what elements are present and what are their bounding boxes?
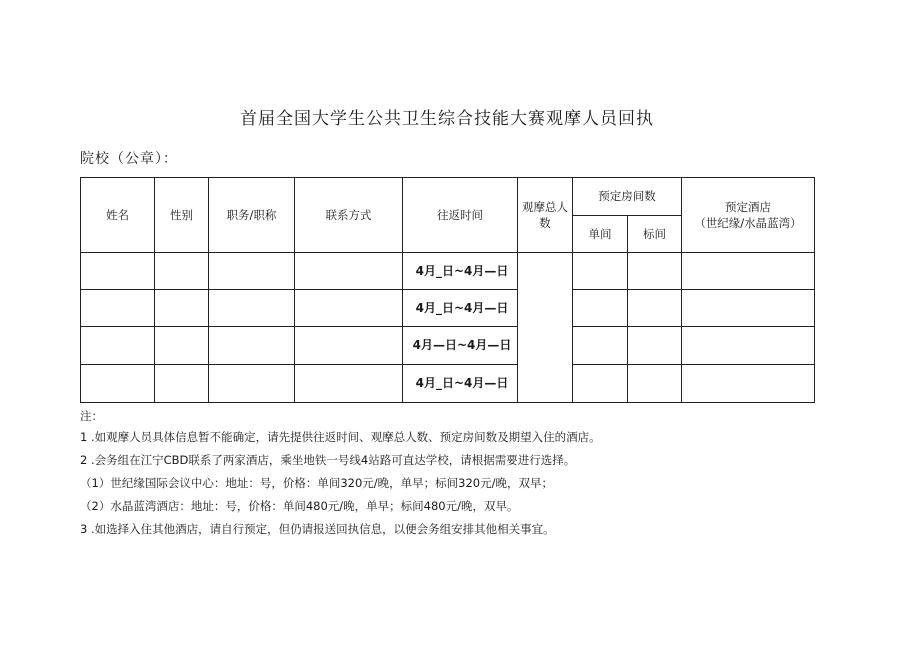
- registration-table: [80, 177, 815, 403]
- cell-single[interactable]: [573, 253, 628, 290]
- header-gender: 性别: [155, 178, 209, 253]
- header-single: 单间: [573, 216, 628, 253]
- cell-standard[interactable]: [628, 365, 682, 403]
- header-hotel: [682, 178, 815, 253]
- cell-position[interactable]: [209, 290, 295, 327]
- table-row: [81, 290, 815, 327]
- table-row: [81, 253, 815, 290]
- cell-hotel[interactable]: [682, 290, 815, 327]
- cell-time[interactable]: 4月—日~4月—日: [403, 327, 518, 365]
- header-total-text: 观摩总人数: [522, 199, 568, 230]
- note-3: 3 .如选择入住其他酒店，请自行预定，但仍请报送回执信息，以便会务组安排其他相关事宜。: [80, 522, 555, 536]
- header-position: 职务/职称: [209, 178, 295, 253]
- page-title: 首届全国大学生公共卫生综合技能大赛观摩人员回执: [240, 109, 654, 129]
- cell-contact[interactable]: [295, 253, 403, 290]
- header-contact: 联系方式: [295, 178, 403, 253]
- cell-hotel[interactable]: [682, 253, 815, 290]
- note-2-hotel-2: （2）水晶蓝湾酒店：地址：号，价格：单间480元/晚，单早；标间480元/晚，双早。: [80, 499, 519, 513]
- table-row: [81, 327, 815, 365]
- cell-gender[interactable]: [155, 253, 209, 290]
- cell-standard[interactable]: [628, 327, 682, 365]
- cell-position[interactable]: [209, 327, 295, 365]
- cell-name[interactable]: [81, 253, 155, 290]
- cell-name[interactable]: [81, 365, 155, 403]
- cell-standard[interactable]: [628, 253, 682, 290]
- header-standard: 标间: [628, 216, 682, 253]
- cell-name[interactable]: [81, 290, 155, 327]
- table-row: [81, 365, 815, 403]
- header-rooms: 预定房间数: [573, 178, 682, 216]
- cell-contact[interactable]: [295, 290, 403, 327]
- cell-total[interactable]: [518, 253, 573, 403]
- cell-position[interactable]: [209, 365, 295, 403]
- cell-single[interactable]: [573, 290, 628, 327]
- cell-standard[interactable]: [628, 290, 682, 327]
- cell-gender[interactable]: [155, 327, 209, 365]
- cell-gender[interactable]: [155, 365, 209, 403]
- cell-time[interactable]: 4月_日~4月—日: [403, 290, 518, 327]
- cell-name[interactable]: [81, 327, 155, 365]
- header-row: [81, 178, 815, 216]
- cell-single[interactable]: [573, 365, 628, 403]
- cell-time[interactable]: 4月_日~4月—日: [403, 365, 518, 403]
- cell-hotel[interactable]: [682, 365, 815, 403]
- header-total: [518, 178, 573, 253]
- cell-time[interactable]: 4月_日~4月—日: [403, 253, 518, 290]
- cell-contact[interactable]: [295, 327, 403, 365]
- cell-single[interactable]: [573, 327, 628, 365]
- header-name: 姓名: [81, 178, 155, 253]
- cell-position[interactable]: [209, 253, 295, 290]
- header-time: 往返时间: [403, 178, 518, 253]
- cell-contact[interactable]: [295, 365, 403, 403]
- school-seal-label: 院校（公章）：: [80, 151, 178, 167]
- header-hotel-options: （世纪缘/水晶蓝湾）: [694, 216, 802, 230]
- notes-section: [80, 406, 880, 541]
- header-hotel-title: 预定酒店: [725, 199, 771, 214]
- note-2-hotel-1: （1）世纪缘国际会议中心：地址：号，价格：单间320元/晚，单早；标间320元/晚，双早；: [80, 476, 553, 490]
- note-1: 1 .如观摩人员具体信息暂不能确定，请先提供往返时间、观摩总人数、预定房间数及期望入住的酒店。: [80, 430, 601, 444]
- note-2: 2 .会务组在江宁CBD联系了两家酒店，乘坐地铁一号线4站路可直达学校，请根据需要进行选择。: [80, 453, 576, 467]
- cell-hotel[interactable]: [682, 327, 815, 365]
- cell-gender[interactable]: [155, 290, 209, 327]
- notes-label: 注：: [80, 409, 103, 423]
